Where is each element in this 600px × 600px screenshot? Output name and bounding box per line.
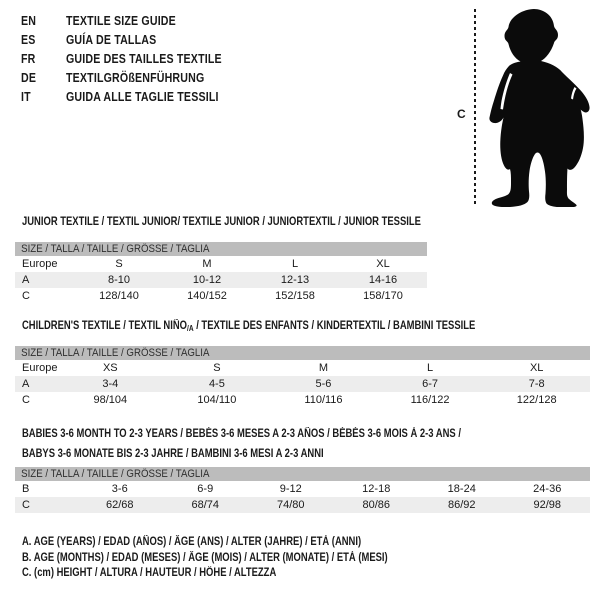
- language-code: EN: [21, 13, 37, 28]
- age-cell: 8-10: [75, 272, 163, 288]
- age-cell: 14-16: [339, 272, 427, 288]
- junior-size-table: [15, 242, 427, 304]
- height-cell: 86/92: [419, 497, 505, 513]
- size-header-row: [15, 346, 590, 360]
- age-cell: 3-4: [57, 376, 164, 392]
- row-label: A: [15, 376, 57, 392]
- size-cell: L: [427, 362, 434, 374]
- footnote-c: C. (cm) HEIGHT / ALTURA / HAUTEUR / HÖHE / ALTEZZA: [22, 567, 277, 579]
- junior-table-title: JUNIOR TEXTILE / TEXTIL JUNIOR/ TEXTILE JUNIOR / JUNIORTEXTIL / JUNIOR TESSILE: [22, 216, 421, 228]
- language-row-fr: [21, 49, 249, 68]
- height-measure-label: C: [457, 107, 466, 121]
- toddler-silhouette-icon: [482, 1, 600, 207]
- table-row-age: [15, 376, 590, 392]
- size-cell: L: [291, 258, 299, 270]
- height-cell: 98/104: [93, 394, 128, 406]
- size-header-label: SIZE / TALLA / TAILLE / GRÖSSE / TAGLIA: [21, 347, 210, 359]
- language-code: ES: [21, 32, 36, 47]
- children-size-table: [15, 346, 590, 408]
- age-cell: 10-12: [163, 272, 251, 288]
- height-cell: 80/86: [334, 497, 420, 513]
- table-row-europe: [15, 256, 427, 272]
- language-title: TEXTILE SIZE GUIDE: [66, 13, 176, 28]
- table-row-height: [15, 288, 427, 304]
- language-row-de: [21, 68, 249, 87]
- height-cell: 140/152: [187, 290, 227, 302]
- language-row-en: [21, 11, 249, 30]
- height-cell: 122/128: [516, 394, 557, 406]
- babies-title-line1: BABIES 3-6 MONTH TO 2-3 YEARS / BEBÉS 3-6 MESES A 2-3 AÑOS / BÉBÉS 3-6 MOIS À 2-3 ANS /: [22, 428, 461, 440]
- babies-title-line2: BABYS 3-6 MONATE BIS 2-3 JAHRE / BAMBINI 3-6 MESI A 2-3 ANNI: [22, 448, 324, 460]
- age-cell: 18-24: [447, 483, 476, 495]
- height-cell: 110/116: [304, 394, 343, 406]
- height-cell: 68/74: [163, 497, 249, 513]
- row-label: B: [22, 483, 30, 495]
- age-cell: 4-5: [164, 376, 271, 392]
- row-label: Europe: [22, 362, 58, 374]
- age-cell: 7-8: [483, 376, 590, 392]
- children-title-subscript: /A: [187, 324, 194, 333]
- height-cell: 62/68: [77, 497, 163, 513]
- table-row-height: [15, 497, 590, 513]
- table-row-height: [15, 392, 590, 408]
- language-title: GUÍA DE TALLAS: [66, 32, 157, 47]
- language-title: TEXTILGRÖßENFÜHRUNG: [66, 70, 205, 85]
- row-label: A: [15, 272, 75, 288]
- size-header-label: SIZE / TALLA / TAILLE / GRÖSSE / TAGLIA: [21, 243, 210, 255]
- size-cell: S: [115, 258, 123, 270]
- children-table-title: [22, 320, 475, 335]
- language-row-it: [21, 87, 249, 106]
- row-label: C: [22, 290, 30, 302]
- size-cell: M: [318, 362, 329, 374]
- language-title: GUIDE DES TAILLES TEXTILE: [66, 51, 222, 66]
- language-code: FR: [21, 51, 36, 66]
- children-title-part2: / TEXTILE DES ENFANTS / KINDERTEXTIL / BAMBINI TESSILE: [193, 320, 476, 332]
- age-cell: 24-36: [533, 483, 562, 495]
- height-cell: 158/170: [363, 290, 403, 302]
- footnotes-block: [22, 535, 468, 582]
- size-header-label: SIZE / TALLA / TAILLE / GRÖSSE / TAGLIA: [21, 468, 210, 480]
- height-measure-dashed-line: [474, 9, 476, 206]
- height-cell: 116/122: [410, 394, 450, 406]
- height-cell: 104/110: [197, 394, 237, 406]
- footnote-b: B. AGE (MONTHS) / EDAD (MESES) / ÂGE (MOIS) / ALTER (MONATE) / ETÀ (MESI): [22, 551, 388, 564]
- language-row-es: [21, 30, 249, 49]
- age-cell: 9-12: [279, 483, 302, 495]
- height-cell: 152/158: [275, 290, 315, 302]
- size-cell: S: [213, 362, 221, 374]
- table-row-age: [15, 272, 427, 288]
- table-row-europe: [15, 360, 590, 376]
- age-cell: 12-13: [251, 272, 339, 288]
- size-cell: M: [202, 258, 212, 270]
- language-title-block: [21, 11, 249, 106]
- height-cell: 74/80: [248, 497, 334, 513]
- language-title: GUIDA ALLE TAGLIE TESSILI: [66, 89, 219, 104]
- size-cell: XL: [376, 258, 390, 270]
- table-row-age-months: [15, 481, 590, 497]
- language-code: IT: [21, 89, 31, 104]
- height-cell: 92/98: [505, 497, 591, 513]
- children-title-part1: CHILDREN'S TEXTILE / TEXTIL NIÑO: [22, 320, 188, 332]
- size-header-row: [15, 467, 590, 481]
- row-label: Europe: [22, 258, 58, 270]
- age-cell: 6-7: [377, 376, 484, 392]
- height-cell: 128/140: [99, 290, 139, 302]
- size-cell: XS: [102, 362, 118, 374]
- age-cell: 5-6: [270, 376, 377, 392]
- size-header-row: [15, 242, 427, 256]
- babies-size-table: [15, 467, 590, 513]
- size-cell: XL: [529, 362, 544, 374]
- age-cell: 12-18: [362, 483, 391, 495]
- babies-table-title: [22, 424, 461, 464]
- footnote-a: A. AGE (YEARS) / EDAD (AÑOS) / ÂGE (ANS) / ALTER (JAHRE) / ETÀ (ANNI): [22, 536, 362, 548]
- language-code: DE: [21, 70, 37, 85]
- row-label: C: [15, 497, 77, 513]
- age-cell: 6-9: [197, 483, 214, 495]
- age-cell: 3-6: [111, 483, 128, 495]
- row-label: C: [22, 394, 30, 406]
